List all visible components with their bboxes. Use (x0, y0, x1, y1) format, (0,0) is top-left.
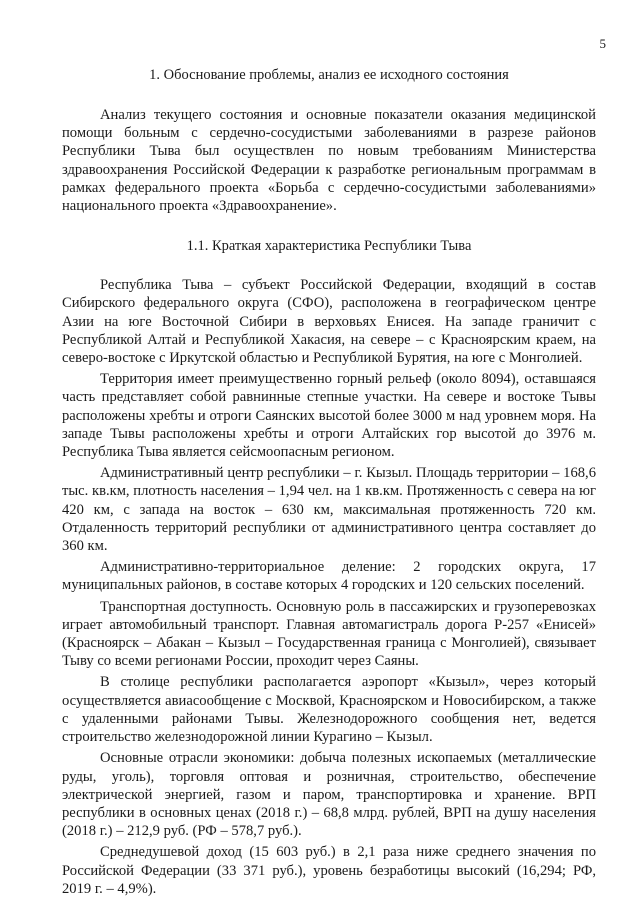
paragraph-terrain: Территория имеет преимущественно горный рельеф (около 8094), оставшаяся часть представляет собой равнинные степные участки. На севере и востоке Тывы расположены хребты и отроги Саянских высотой более 3000 м над уровнем моря. На западе Тывы расположены хребты и отроги Алтайских гор высотой до 3976 м. Республика Тыва является сейсмоопасным регионом. (62, 371, 596, 461)
page-number: 5 (599, 36, 606, 51)
paragraph-economy: Основные отрасли экономики: добыча полезных ископаемых (металлические руды, уголь), торговля оптовая и розничная, строительство, обеспечение электрической энергией, газом и паром, транспортировка и хранение. ВРП республики в основных ценах (2018 г.) – 68,8 млрд. рублей, ВРП на душу населения (2018 г.) – 212,9 руб. (РФ – 578,7 руб.). (62, 750, 596, 840)
paragraph-transport: Транспортная доступность. Основную роль в пассажирских и грузоперевозках играет автомобильный транспорт. Главная автомагистраль дорога Р-257 «Енисей» (Красноярск – Абакан – Кызыл – Государственная граница с Монголией), связывает Тыву со всеми регионами России, проходит через Саяны. (62, 598, 596, 670)
section-title: 1. Обоснование проблемы, анализ ее исходного состояния (149, 67, 509, 83)
paragraph-location: Республика Тыва – субъект Российской Федерации, входящий в состав Сибирского федерального округа (СФО), расположена в географическом центре Азии на юге Восточной Сибири в верховьях Енисея. На западе граничит с Республикой Алтай и Республикой Хакасия, на севере – с Красноярским краем, на северо-востоке с Иркутской областью и Республикой Бурятия, на юге с Монголией. (62, 277, 596, 367)
paragraph-admin-division: Административно-территориальное деление: 2 городских округа, 17 муниципальных районов, в составе которых 4 городских и 120 сельских поселений. (62, 559, 596, 594)
subsection-title: 1.1. Краткая характеристика Республики Тыва (186, 238, 472, 255)
page-content (62, 66, 596, 898)
paragraph-admin-center: Административный центр республики – г. Кызыл. Площадь территории – 168,6 тыс. кв.км, плотность населения – 1,94 чел. на 1 кв.км. Протяженность с севера на юг 420 км, с запада на восток – 630 км, максимальная протяженность 720 км. Отдаленность территорий республики от административного центра составляет до 360 км. (62, 465, 596, 555)
intro-paragraph: Анализ текущего состояния и основные показатели оказания медицинской помощи больным с сердечно-сосудистыми заболеваниями в разрезе районов Республики Тыва был осуществлен по новым требованиям Министерства здравоохранения Российской Федерации к разработке региональным программам в рамках федерального проекта «Борьба с сердечно-сосудистыми заболеваниями» национального проекта «Здравоохранение». (62, 107, 596, 215)
paragraph-income: Среднедушевой доход (15 603 руб.) в 2,1 раза ниже среднего значения по Российской Федерации (33 371 руб.), уровень безработицы высокий (16,294; РФ, 2019 г. – 4,9%). (62, 844, 596, 897)
paragraph-airport: В столице республики располагается аэропорт «Кызыл», через который осуществляется авиасообщение с Москвой, Красноярском и Новосибирском, а также с удаленными районами Тывы. Железнодорожного сообщения нет, ведется строительство железнодорожной линии Курагино – Кызыл. (62, 674, 596, 746)
